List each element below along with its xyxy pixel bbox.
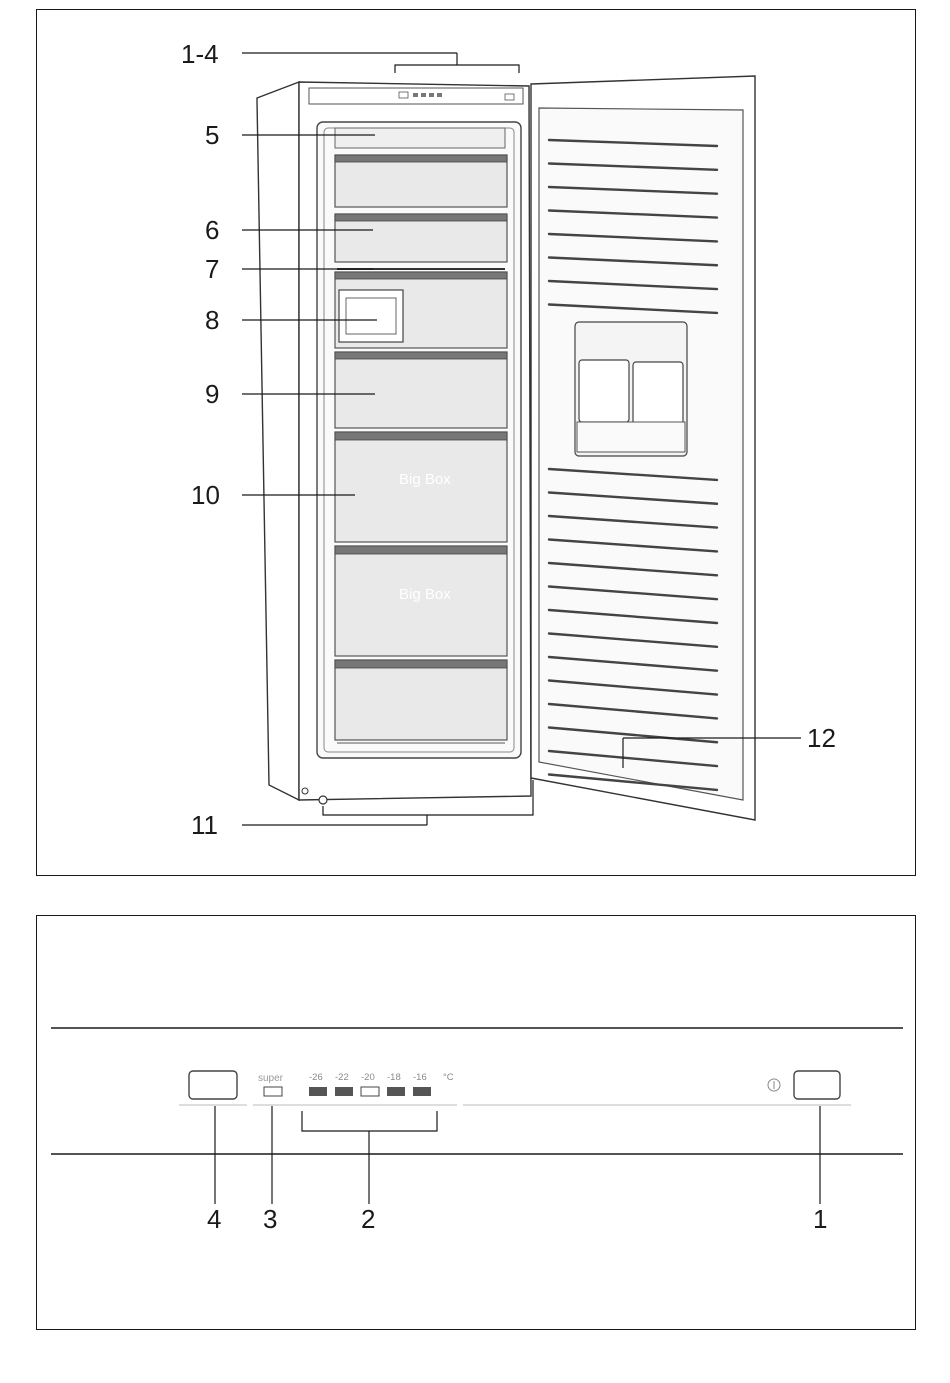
- appliance-overview-figure: [36, 9, 916, 876]
- callout-label: 7: [205, 254, 220, 284]
- callout-label: 9: [205, 379, 220, 409]
- temperature-indicator: [413, 1087, 431, 1096]
- temperature-indicator: [309, 1087, 327, 1096]
- temperature-label: -16: [413, 1072, 427, 1083]
- temperature-indicator: [335, 1087, 353, 1096]
- control-panel-figure: [36, 915, 916, 1330]
- callout-label: 4: [207, 1204, 222, 1234]
- freezer-illustration: [37, 10, 917, 877]
- temperature-display: [309, 1072, 431, 1096]
- big-box-label: Big Box: [399, 471, 451, 488]
- super-freezing-indicator: [264, 1087, 282, 1096]
- callout-label: 2: [361, 1204, 376, 1234]
- callout-label: 10: [191, 480, 220, 510]
- temperature-label: -26: [309, 1072, 323, 1083]
- callout-label: 3: [263, 1204, 278, 1234]
- callout-label: 1-4: [181, 39, 219, 69]
- callout-label: 11: [191, 810, 218, 840]
- drawer-stack: [335, 155, 507, 740]
- callout-label: 8: [205, 305, 220, 335]
- cold-accumulator: [579, 360, 629, 422]
- temperature-label: -18: [387, 1072, 401, 1083]
- on-off-button[interactable]: [794, 1071, 840, 1099]
- temperature-label: -20: [361, 1072, 375, 1083]
- big-box-label: Big Box: [399, 586, 451, 603]
- callout-label: 5: [205, 120, 220, 150]
- adjustable-foot: [319, 796, 327, 804]
- callout-label: 12: [807, 723, 836, 753]
- callout-label: 6: [205, 215, 220, 245]
- callout-label: 1: [813, 1204, 828, 1234]
- cabinet-side: [257, 82, 299, 800]
- super-label: super: [258, 1073, 284, 1084]
- temperature-indicator: [387, 1087, 405, 1096]
- cold-accumulator: [633, 362, 683, 426]
- alarm-off-button[interactable]: [189, 1071, 237, 1099]
- temperature-indicator: [361, 1087, 379, 1096]
- temperature-unit: °C: [443, 1072, 454, 1083]
- compartment-flap: [335, 128, 505, 148]
- control-panel-illustration: [37, 916, 917, 1331]
- temperature-label: -22: [335, 1072, 349, 1083]
